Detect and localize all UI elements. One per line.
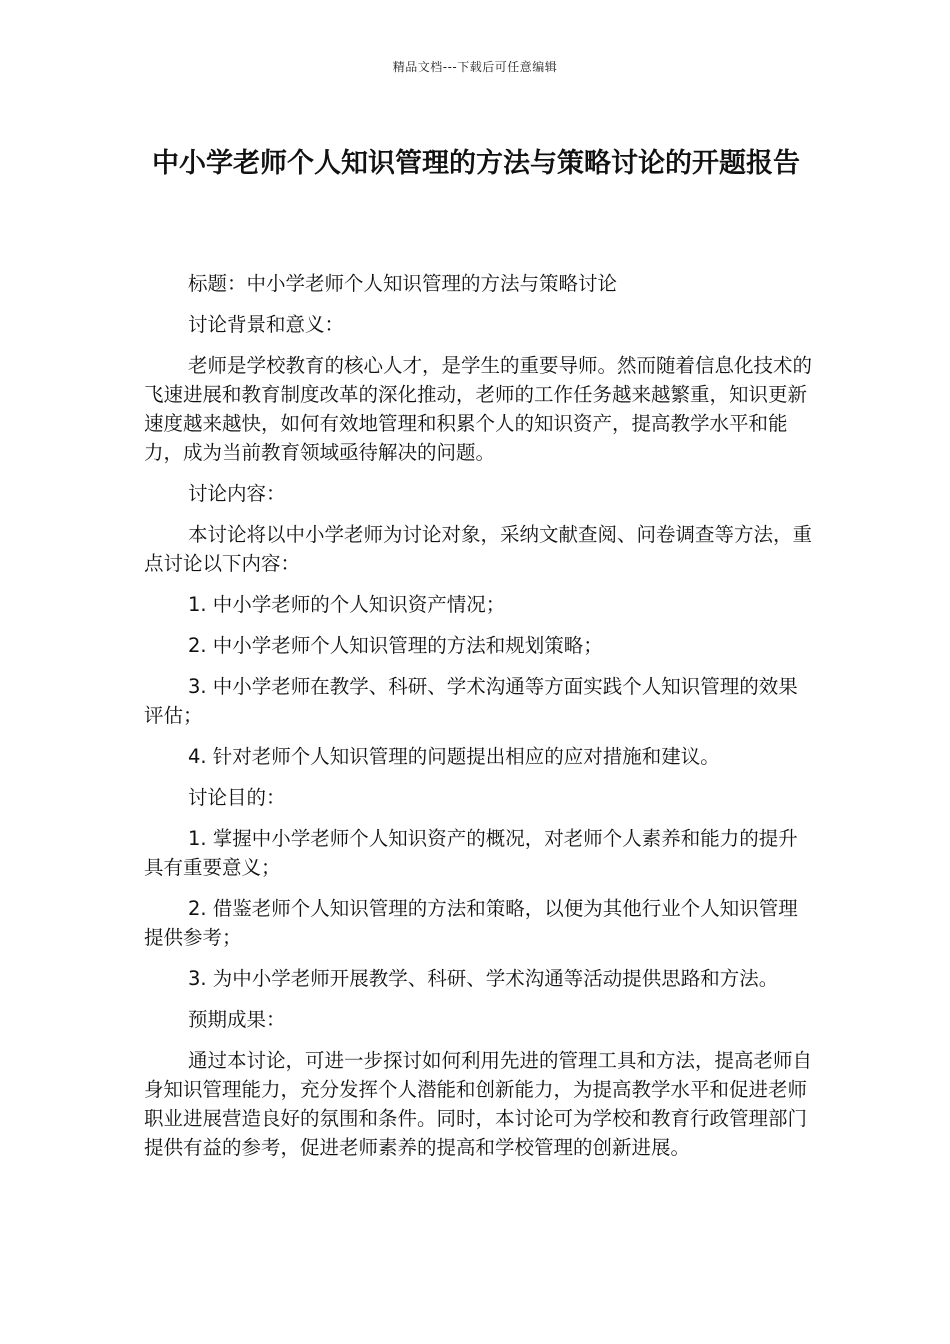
section-heading-purpose: 讨论目的：: [188, 786, 286, 809]
paragraph-outcomes: 通过本讨论，可进一步探讨如何利用先进的管理工具和方法，提高老师自身知识管理能力，充分发挥个人潜能和创新能力，为提高教学水平和促进老师职业进展营造良好的氛围和条件。同时，本讨论可为学校和教育行政管理部门提供有益的参考，促进老师素养的提高和学校管理的创新进展。: [144, 1049, 813, 1159]
document-body: [144, 269, 812, 1174]
paragraph-content-intro: 本讨论将以中小学老师为讨论对象，采纳文献查阅、问卷调查等方法，重点讨论以下内容：: [144, 523, 813, 575]
paragraph-subject: 标题：中小学老师个人知识管理的方法与策略讨论: [188, 272, 618, 295]
header-note: 精品文档---下载后可任意编辑: [392, 60, 558, 74]
list-item-purpose-1: 1. 掌握中小学老师个人知识资产的概况，对老师个人素养和能力的提升具有重要意义；: [144, 827, 798, 879]
list-item-content-3: 3. 中小学老师在教学、科研、学术沟通等方面实践个人知识管理的效果评估；: [144, 675, 798, 727]
section-heading-background: 讨论背景和意义：: [188, 313, 345, 336]
paragraph-background: 老师是学校教育的核心人才，是学生的重要导师。然而随着信息化技术的飞速进展和教育制度改革的深化推动，老师的工作任务越来越繁重，知识更新速度越来越快，如何有效地管理和积累个人的知识资产，提高教学水平和能力，成为当前教育领域亟待解决的问题。: [144, 354, 813, 464]
list-item-purpose-2: 2. 借鉴老师个人知识管理的方法和策略，以便为其他行业个人知识管理提供参考；: [144, 897, 798, 949]
section-heading-content: 讨论内容：: [188, 482, 286, 505]
list-item-content-1: 1. 中小学老师的个人知识资产情况；: [188, 593, 506, 616]
section-heading-outcomes: 预期成果：: [188, 1008, 286, 1031]
list-item-purpose-3: 3. 为中小学老师开展教学、科研、学术沟通等活动提供思路和方法。: [188, 967, 779, 990]
list-item-content-4: 4. 针对老师个人知识管理的问题提出相应的应对措施和建议。: [188, 745, 720, 768]
list-item-content-2: 2. 中小学老师个人知识管理的方法和规划策略；: [188, 634, 603, 657]
document-title: 中小学老师个人知识管理的方法与策略讨论的开题报告: [152, 148, 800, 179]
